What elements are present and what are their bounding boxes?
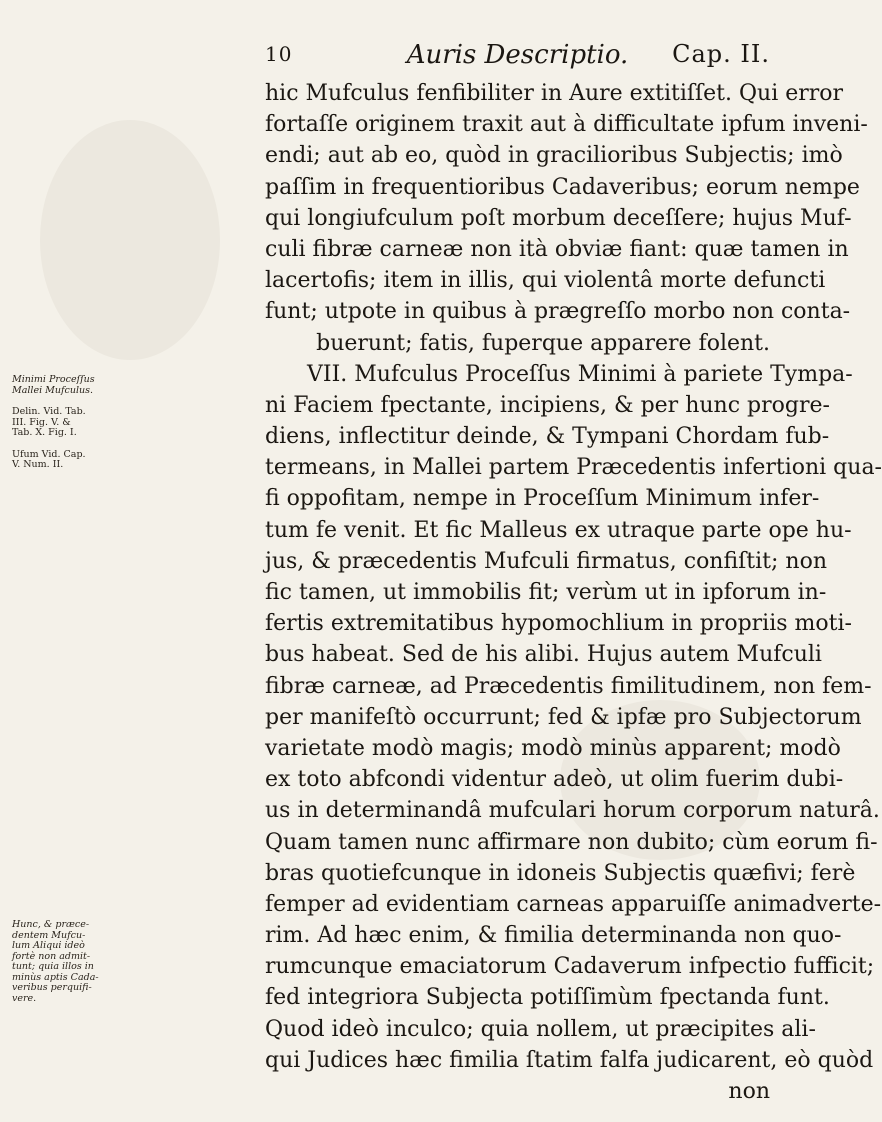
margin-note-line: vere. (12, 992, 37, 1004)
margin-note-line: Tab. X. Fig. I. (12, 427, 77, 438)
margin-note-line: veribus perquifi- (12, 982, 92, 993)
text-line: ni Faciem fpectante, incipiens, & per hunc progre- (265, 392, 830, 418)
text-line: jus, & præcedentis Mufculi firmatus, confiſtit; non (265, 548, 827, 574)
margin-note-line: Delin. Vid. Tab. (12, 406, 86, 417)
margin-note-line: lum Aliqui ideò (12, 940, 85, 951)
margin-note-top (12, 375, 252, 471)
running-title: Auris Descriptio. (406, 40, 629, 70)
text-line: fic tamen, ut immobilis fit; verùm ut in ipforum in- (265, 580, 827, 605)
text-line: funt; utpote in quibus à prægreſſo morbo non conta- (265, 299, 851, 325)
text-line: fibræ carneæ, ad Præcedentis fimilitudinem, non fem- (265, 673, 872, 699)
text-line: rim. Ad hæc enim, & fimilia determinanda non quo- (265, 923, 842, 949)
text-line: us in determinandâ mufculari horum corporum naturâ. (265, 798, 880, 824)
text-line: Quod ideò inculco; quia nollem, ut præcipites ali- (265, 1016, 816, 1042)
text-line: culi fibræ carneæ non ità obviæ fiant: quæ tamen in (265, 236, 849, 262)
text-line: buerunt; fatis, fuperque apparere folent. (316, 330, 770, 356)
text-line: fertis extremitatibus hypomochlium in propriis moti- (265, 611, 852, 637)
text-line: qui Judices hæc fimilia ſtatim falfa judicarent, eò quòd (265, 1047, 874, 1073)
text-line: non (728, 1079, 770, 1104)
running-header (265, 40, 770, 74)
page-number: 10 (265, 42, 293, 66)
body-text (265, 78, 882, 1107)
text-line: diens, inflectitur deinde, & Tympani Chordam fub- (265, 424, 830, 450)
margin-note-line: Mallei Mufculus. (12, 384, 94, 396)
text-line: ex toto abfcondi videntur adeò, ut olim fuerim dubi- (265, 767, 844, 793)
text-line: fi oppofitam, nempe in Proceſſum Minimum infer- (265, 486, 820, 512)
text-line: hic Mufculus fenfibiliter in Aure extitiſſet. Qui error (265, 81, 844, 106)
margin-note-bottom (12, 920, 252, 1004)
margin-note-line: tunt; quia illos in (12, 961, 94, 972)
margin-note-line: III. Fig. V. & (12, 416, 71, 428)
text-line: qui longiufculum poſt morbum deceſſere; hujus Muf- (265, 205, 852, 231)
margin-note-line: dentem Mufcu- (12, 929, 86, 941)
chapter-label: Cap. II. (672, 40, 770, 68)
text-line: paſſim in frequentioribus Cadaveribus; eorum nempe (265, 174, 860, 200)
text-line: bus habeat. Sed de his alibi. Hujus autem Mufculi (265, 642, 822, 668)
text-line: lacertofis; item in illis, qui violentâ morte defuncti (265, 268, 826, 294)
text-line: femper ad evidentiam carneas apparuiſſe animadverte- (265, 891, 882, 917)
margin-note-line: Hunc, & præce- (12, 919, 90, 930)
text-line: Quam tamen nunc affirmare non dubito; cùm eorum fi- (265, 829, 878, 855)
text-line: termeans, in Mallei partem Præcedentis infertioni qua- (265, 455, 882, 481)
text-line: tum fe venit. Et fic Malleus ex utraque parte ope hu- (265, 517, 852, 543)
margin-note-line: Minimi Proceſſus (12, 374, 95, 385)
text-line: VII. Mufculus Proceſſus Minimi à pariete Tympa- (307, 361, 853, 387)
text-line: bras quotiefcunque in idoneis Subjectis quæfivi; ferè (265, 860, 856, 886)
text-line: per manifeſtò occurrunt; fed & ipfæ pro Subjectorum (265, 704, 862, 730)
margin-note-line: fortè non admit- (12, 950, 91, 962)
text-line: rumcunque emaciatorum Cadaverum infpectio fufficit; (265, 954, 875, 980)
text-line: varietate modò magis; modò minùs apparent; modò (265, 735, 841, 761)
text-line: fed integriora Subjecta potiſſimùm fpectanda funt. (265, 985, 830, 1011)
text-line: endi; aut ab eo, quòd in gracilioribus Subjectis; imò (265, 143, 843, 169)
margin-note-line: minùs aptis Cada- (12, 971, 99, 983)
margin-note-line: Ufum Vid. Cap. (12, 448, 86, 460)
margin-note-line: V. Num. II. (12, 459, 64, 470)
text-line: fortaſſe originem traxit aut à difficultate ipfum inveni- (265, 112, 868, 138)
